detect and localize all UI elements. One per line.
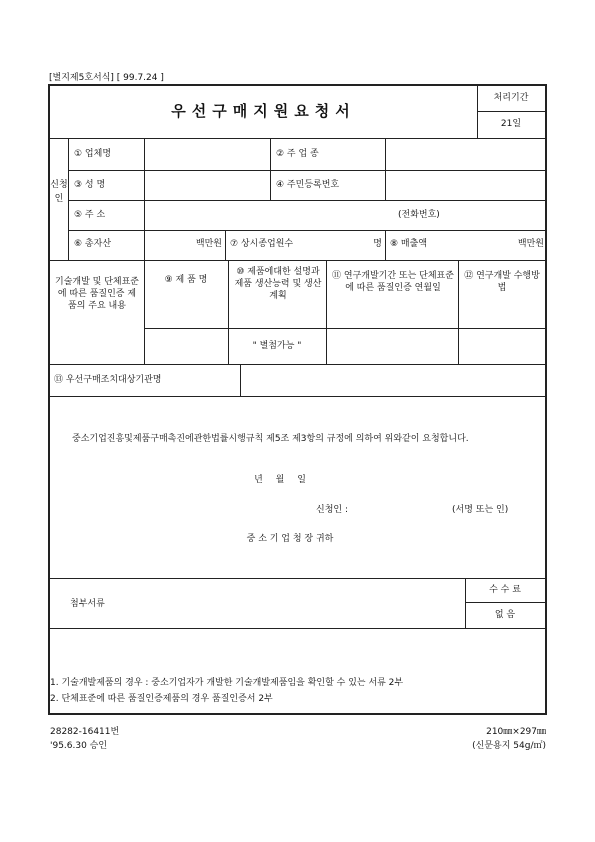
address-field[interactable] <box>146 202 543 228</box>
applicant-sign-label: 신청인 : <box>316 505 348 515</box>
applicant-side-label: 신청인 <box>50 180 68 204</box>
footer-paper: (신문용지 54g/㎡) <box>472 741 546 751</box>
form-label: [별지제5호서식] [ 99.7.24 ] <box>49 73 164 83</box>
period-label: ⑪ 연구개발기간 또는 단체표준에 따른 품질인증 연월일 <box>332 271 454 294</box>
date-line: 년 월 일 <box>254 475 306 485</box>
resident-number-label: ④ 주민등록번호 <box>276 180 340 190</box>
page-title: 우선구매지원요청서 <box>171 102 356 120</box>
fee-label: 수 수 료 <box>489 585 521 595</box>
tech-section-label: 기술개발 및 단체표준에 따른 품질인증 제품의 주요 내용 <box>55 277 139 312</box>
capital-unit: 백만원 <box>195 239 222 249</box>
company-name-label: ① 업체명 <box>74 149 112 159</box>
processing-label: 처리기간 <box>493 93 529 103</box>
frame-right <box>545 84 547 715</box>
resident-number-field[interactable] <box>387 172 543 198</box>
sales-unit: 백만원 <box>517 239 544 249</box>
recipient: 중 소 기 업 청 장 귀하 <box>246 534 334 544</box>
sales-label: ⑧ 매출액 <box>390 239 428 249</box>
fee-value: 없 음 <box>494 610 516 620</box>
applicant-sign-field[interactable] <box>362 500 442 518</box>
description-label: ⑩ 제품에대한 설명과 제품 생산능력 및 생산계획 <box>234 267 322 302</box>
main-business-field[interactable] <box>387 140 543 168</box>
product-name-label: ⑨ 제 품 명 <box>164 275 208 285</box>
product-name-field[interactable] <box>146 330 226 362</box>
frame-bottom <box>48 713 547 715</box>
main-business-label: ② 주 업 종 <box>276 149 319 159</box>
footer-code: 28282-16411번 <box>50 727 120 737</box>
employees-unit: 명 <box>373 239 382 249</box>
processing-value: 21일 <box>500 119 522 129</box>
phone-hint: (전화번호) <box>398 210 440 220</box>
method-label: ⑫ 연구개발 수행방법 <box>464 271 540 294</box>
sign-hint: (서명 또는 인) <box>452 505 509 515</box>
attachments-label: 첨부서류 <box>70 599 105 609</box>
period-field[interactable] <box>328 330 456 362</box>
note-2: 2. 단체표준에 따른 품질인증제품의 경우 품질인증서 2부 <box>50 694 273 704</box>
footer-size: 210㎜×297㎜ <box>486 727 546 737</box>
name-field[interactable] <box>146 172 268 198</box>
target-agency-label: ⑬ 우선구매조치대상기관명 <box>54 375 162 385</box>
frame-top <box>48 84 547 86</box>
name-label: ③ 성 명 <box>74 180 106 190</box>
target-agency-field[interactable] <box>242 366 543 394</box>
attached-note: " 별첨가능 " <box>252 341 302 351</box>
company-name-field[interactable] <box>146 140 268 168</box>
footer-approval: '95.6.30 승인 <box>50 741 108 751</box>
address-label: ⑤ 주 소 <box>74 210 106 220</box>
capital-label: ⑥ 총자산 <box>74 239 112 249</box>
method-field[interactable] <box>460 330 543 362</box>
employees-label: ⑦ 상시종업원수 <box>230 239 294 249</box>
request-statement: 중소기업진흥및제품구매촉진에관한법률시행규칙 제5조 제3항의 규정에 의하여 위와같이 요청합니다. <box>72 434 469 444</box>
note-1: 1. 기술개발제품의 경우 : 중소기업자가 개발한 기술개발제품임을 확인할 수 있는 서류 2부 <box>50 678 404 688</box>
